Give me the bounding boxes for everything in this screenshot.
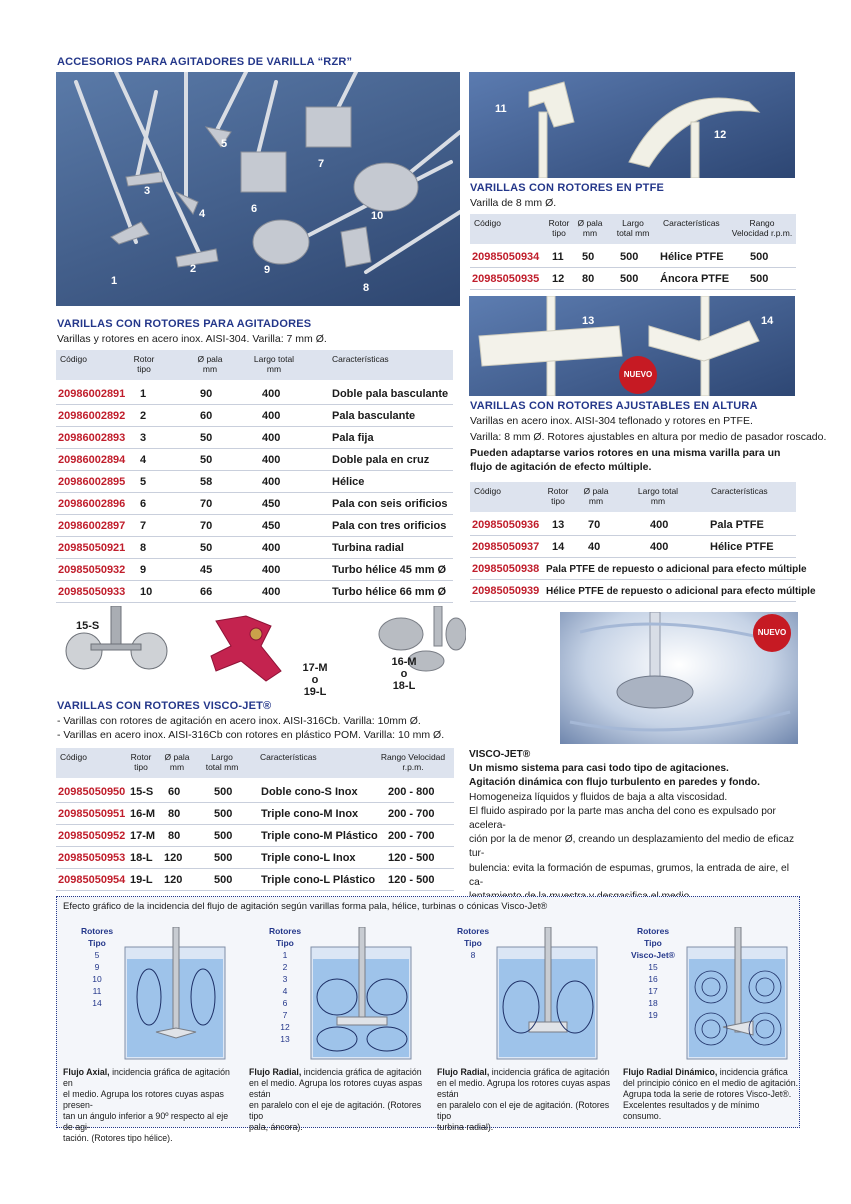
table-row: 20985050951 16-M 80 500 Triple cono-M Inox 200 - 700 (56, 803, 454, 825)
table-header: Código Rotor tipo Ø pala mm Largo total mm Características (470, 482, 796, 512)
rotor-types-label: Rotores Tipo 8 (456, 926, 490, 960)
diagram-caption: Flujo Radial, incidencia gráfica de agitación en el medio. Agrupa los rotores cuyas aspas están en paralelo con el eje de agitación. (Rotores tipo pala, áncora). (249, 1067, 423, 1132)
page-title: ACCESORIOS PARA AGITADORES DE VARILLA “RZR” (57, 56, 353, 68)
viscojet-photos (56, 606, 466, 698)
table-row: 20986002897 7 70 450 Pala con tres orificios (56, 515, 453, 537)
table-row: 20985050954 19-L 120 500 Triple cono-L Plástico 120 - 500 (56, 869, 454, 891)
table-header: Código Rotor tipo Ø pala mm Largo total mm Características Rango Velocidad r.p.m. (56, 748, 454, 778)
rotor-label: 6 (251, 203, 258, 215)
table-row: 20985050933 10 66 400 Turbo hélice 66 mm Ø (56, 581, 453, 603)
table-row: 20985050953 18-L 120 500 Triple cono-L Inox 120 - 500 (56, 847, 454, 869)
section-text: - Varillas en acero inox. AISI-316Cb con rotores en plástico POM. Varilla: 10 mm Ø. (57, 729, 445, 741)
section-subtitle: Varillas y rotores en acero inox. AISI-304. Varilla: 7 mm Ø. (57, 333, 327, 345)
beaker-axial-flow (121, 927, 231, 1062)
rotor-types-label: Rotores Tipo 5 9 10 11 14 (80, 926, 114, 1008)
rotor-label: 17-M o 19-L (302, 662, 328, 698)
viscojet-description: VISCO-JET® Un mismo sistema para casi todo tipo de agitaciones. Agitación dinámica con flujo turbulento en paredes y fondo. Homogeneiza líquidos y fluidos de baja a alta viscosidad. El fluido aspirado por la parte mas ancha del cono es expulsado por acelera- ción por la de menor Ø, creando un desplazamiento del medio de eficaz tur- bulencia: evita la formación de espumas, grumos, la entrada de aire, el ca- (469, 749, 795, 888)
beaker-dynamic-flow (683, 927, 793, 1062)
table-row: 20986002892 2 60 400 Pala basculante (56, 405, 453, 427)
table-row: 20986002896 6 70 450 Pala con seis orificios (56, 493, 453, 515)
table-row: 20986002894 4 50 400 Doble pala en cruz (56, 449, 453, 471)
section-text: Varillas en acero inox. AISI-304 teflonado y rotores en PTFE. (470, 415, 753, 427)
beaker-radial-flow (307, 927, 417, 1062)
new-badge: NUEVO (753, 614, 791, 652)
table-row: 20985050932 9 45 400 Turbo hélice 45 mm Ø (56, 559, 453, 581)
rotor-label: 13 (582, 315, 595, 327)
ptfe-table (470, 246, 796, 290)
rotors-table (56, 383, 453, 603)
ptfe-rotors-photo (469, 72, 795, 178)
rotor-types-label: Rotores Tipo 1 2 3 4 6 7 12 13 (268, 926, 302, 1044)
rotor-types-label: Rotores Tipo Visco-Jet® 15 16 17 18 19 (631, 926, 675, 1020)
section-title: VARILLAS CON ROTORES VISCO-JET® (57, 700, 272, 712)
rotor-label: 2 (190, 263, 197, 275)
table-row: 20985050935 12 80 500 Áncora PTFE 500 (470, 268, 796, 290)
rotor-label: 15-S (76, 620, 100, 632)
table-header: Código Rotor tipo Ø pala mm Largo total mm Características (56, 350, 453, 380)
rotor-label: 7 (318, 158, 325, 170)
rotor-label: 4 (199, 208, 206, 220)
flow-diagram (56, 896, 800, 1143)
section-text: Varilla: 8 mm Ø. Rotores ajustables en altura por medio de pasador roscado. (470, 431, 827, 443)
section-title: VARILLAS CON ROTORES EN PTFE (470, 182, 665, 194)
rotor-label: 16-M o 18-L (391, 656, 417, 692)
beaker-turbine-flow (493, 927, 603, 1062)
table-row: 20985050938 Pala PTFE de repuesto o adicional para efecto múltiple (470, 558, 796, 580)
rotor-label: 14 (761, 315, 774, 327)
table-row: 20986002895 5 58 400 Hélice (56, 471, 453, 493)
diagram-caption: Flujo Radial, incidencia gráfica de agitación en el medio. Agrupa los rotores cuyas aspas están en paralelo con el eje de agitación. (Rotores tipo turbina radial). (437, 1067, 611, 1132)
rotor-label: 8 (363, 282, 370, 294)
rotor-label: 3 (144, 185, 151, 197)
viscojet-table (56, 781, 454, 891)
adjustable-table (470, 514, 816, 602)
table-row: 20985050950 15-S 60 500 Doble cono-S Inox 200 - 800 (56, 781, 454, 803)
table-row: 20985050936 13 70 400 Pala PTFE (470, 514, 796, 536)
diagram-title: Efecto gráfico de la incidencia del flujo de agitación según varillas forma pala, hélice, turbinas o cónicas Visco-Jet® (63, 901, 548, 912)
section-text: Pueden adaptarse varios rotores en una misma varilla para un flujo de agitación de efecto múltiple. (470, 447, 781, 473)
table-row: 20985050937 14 40 400 Hélice PTFE (470, 536, 796, 558)
section-text: - Varillas con rotores de agitación en acero inox. AISI-316Cb. Varilla: 10mm Ø. (57, 715, 421, 727)
rotor-label: 11 (495, 103, 507, 115)
adjustable-rotors-photo (469, 296, 795, 396)
table-row: 20986002893 3 50 400 Pala fija (56, 427, 453, 449)
section-subtitle: Varilla de 8 mm Ø. (470, 197, 557, 209)
rotor-label: 12 (714, 129, 727, 141)
section-title: VARILLAS CON ROTORES AJUSTABLES EN ALTURA (470, 400, 758, 412)
viscojet-beaker-photo (560, 612, 798, 744)
table-row: 20985050921 8 50 400 Turbina radial (56, 537, 453, 559)
rotor-label: 9 (264, 264, 271, 276)
new-badge: NUEVO (619, 356, 657, 394)
diagram-caption: Flujo Radial Dinámico, incidencia gráfica del principio cónico en el medio de agitación. Agrupa toda la serie de rotores Visco-Jet®. Excelentes resultados y de mínimo consumo. (623, 1067, 799, 1121)
table-row: 20985050934 11 50 500 Hélice PTFE 500 (470, 246, 796, 268)
section-title: VARILLAS CON ROTORES PARA AGITADORES (57, 318, 312, 330)
table-row: 20985050952 17-M 80 500 Triple cono-M Plástico 200 - 700 (56, 825, 454, 847)
rotor-label: 1 (111, 275, 118, 287)
rotor-label: 10 (371, 210, 384, 222)
rotors-photo (56, 72, 460, 306)
table-row: 20986002891 1 90 400 Doble pala basculante (56, 383, 453, 405)
rotor-label: 5 (221, 138, 228, 150)
table-row: 20985050939 Hélice PTFE de repuesto o adicional para efecto múltiple (470, 580, 796, 602)
diagram-caption: Flujo Axial, incidencia gráfica de agitación en el medio. Agrupa los rotores cuyas aspas presen- tan un ángulo inferior a 90º respecto al eje de agi- tación. (Rotores tipo hélice). (63, 1067, 230, 1143)
table-header: Código Rotor tipo Ø pala mm Largo total mm Características Rango Velocidad r.p.m. (470, 214, 796, 244)
